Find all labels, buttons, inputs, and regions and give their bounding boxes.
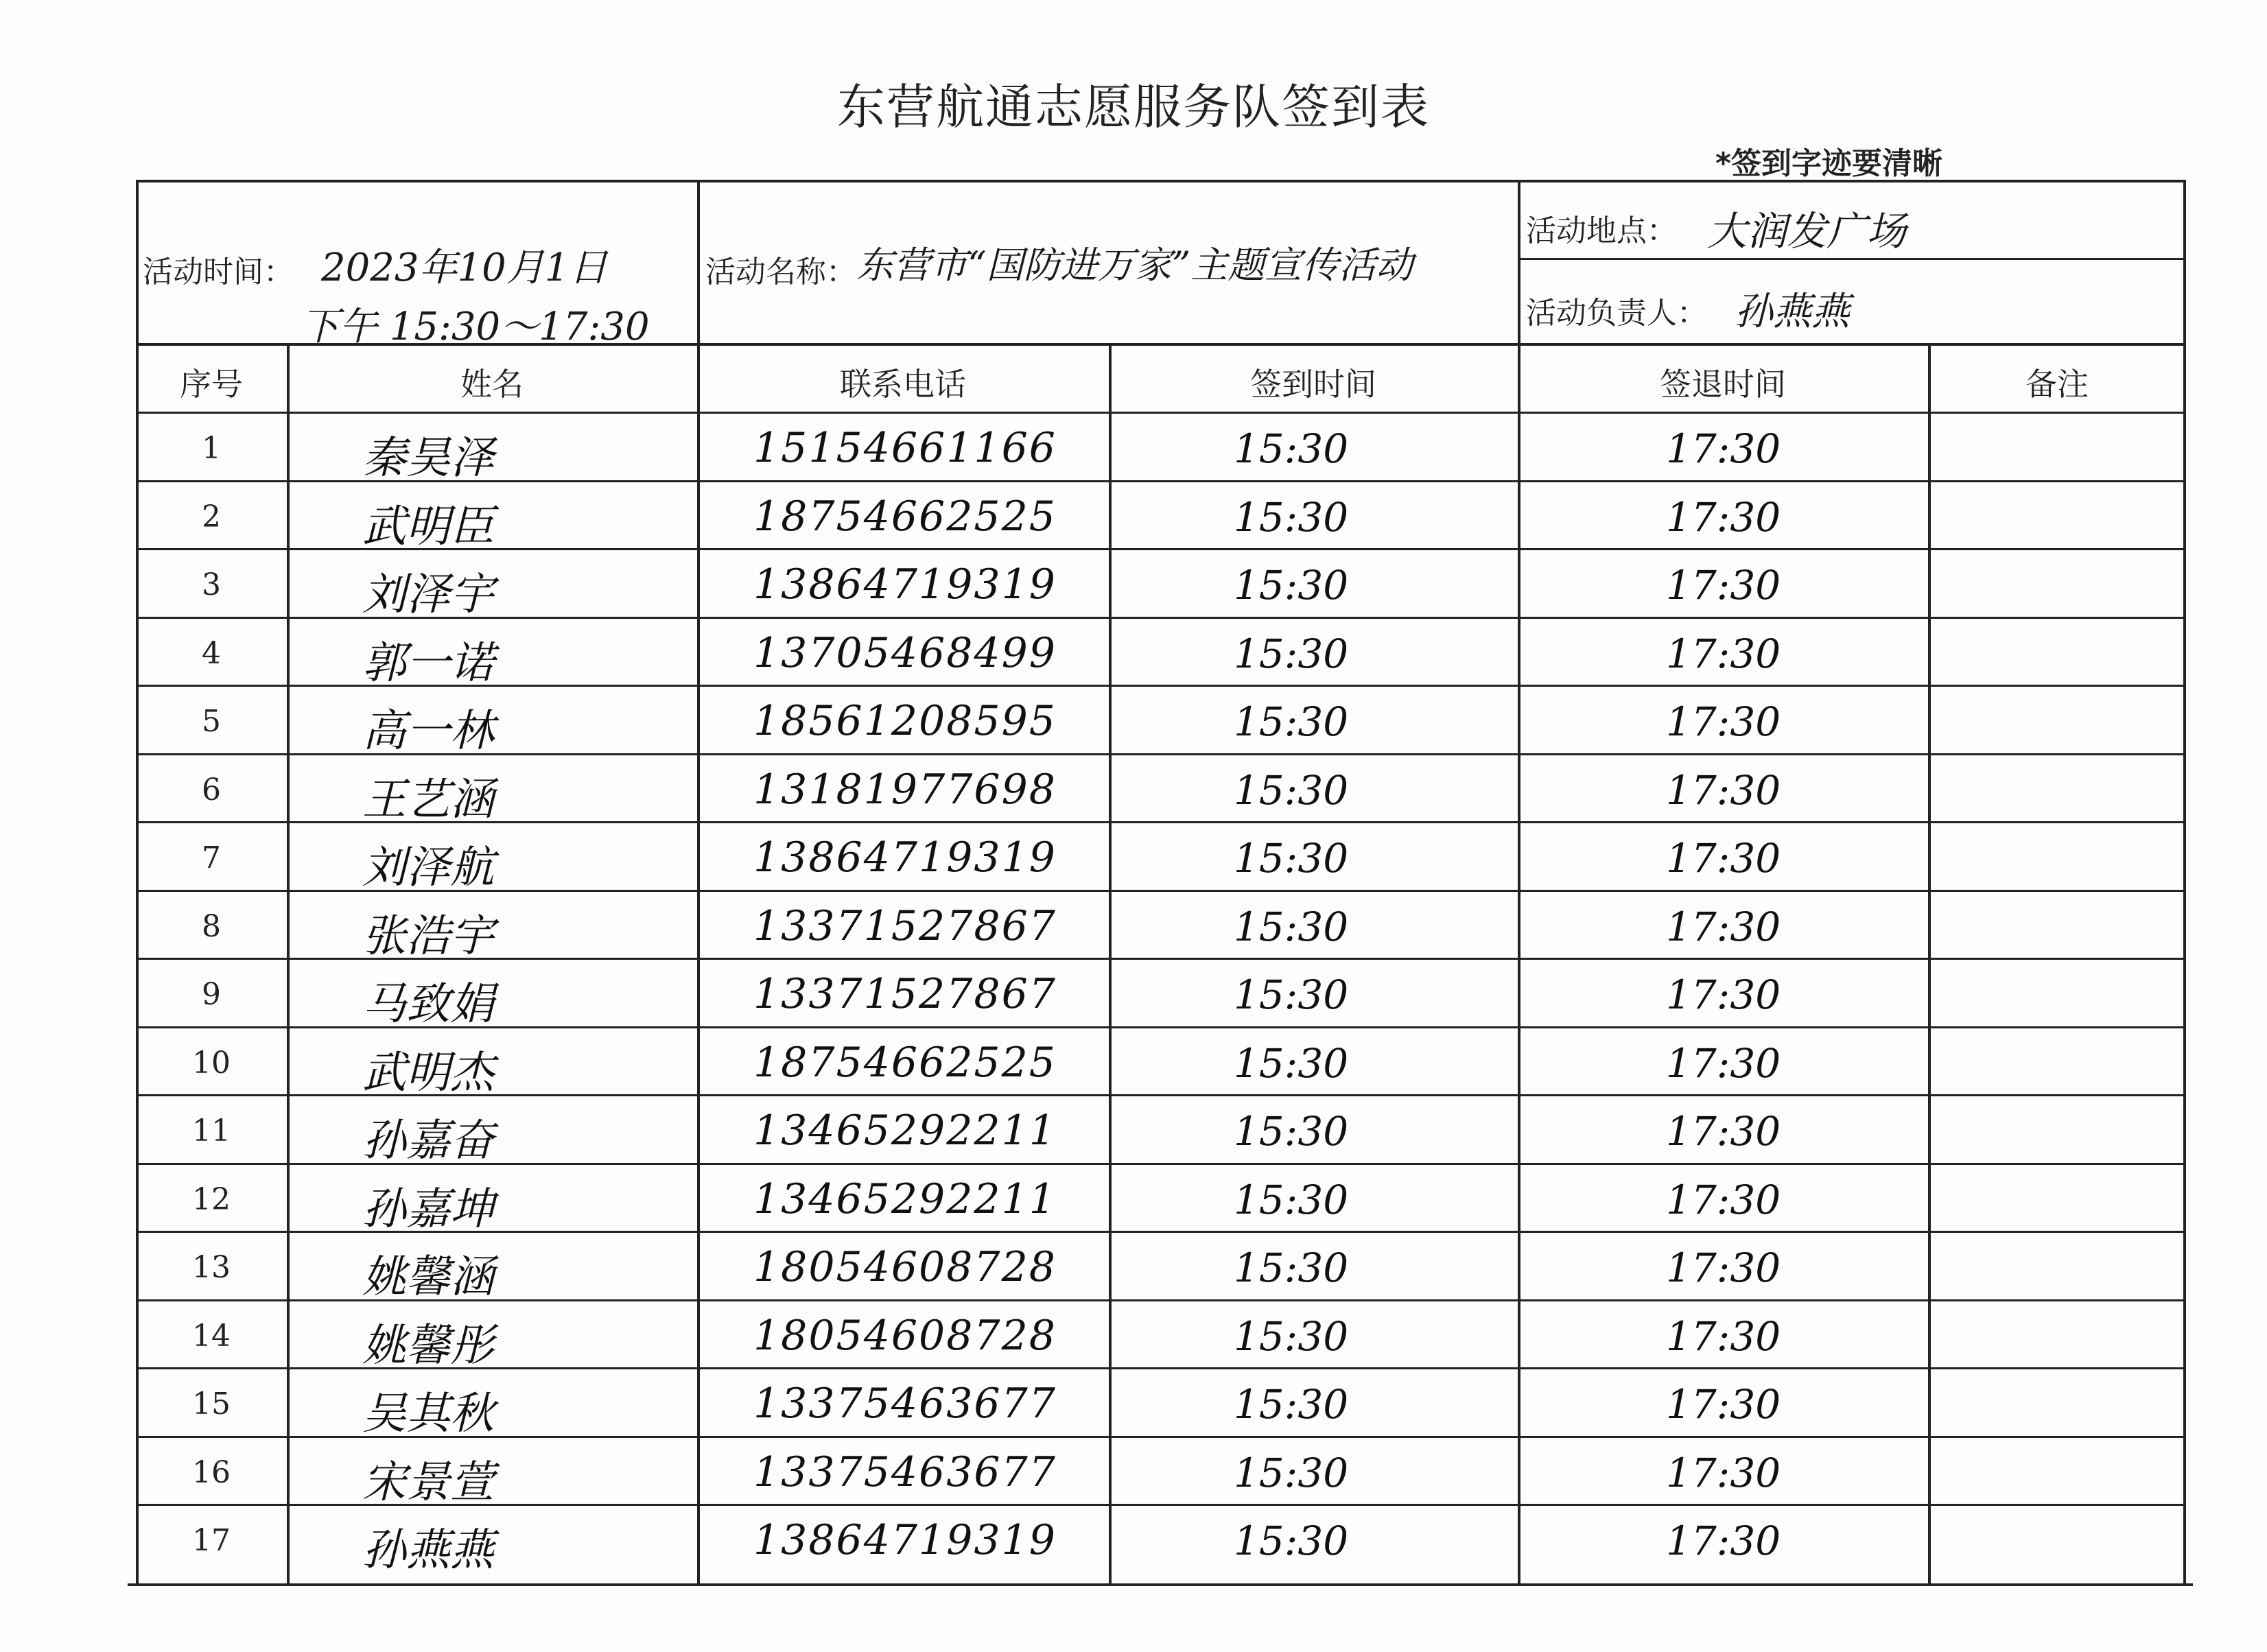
row-sign-out-time: 17:30 (1666, 562, 1781, 609)
row-divider (136, 753, 2186, 755)
row-divider (136, 548, 2186, 550)
row-seq: 12 (192, 1181, 231, 1217)
row-seq: 4 (202, 635, 221, 671)
row-name: 刘泽航 (362, 842, 494, 893)
row-name: 郭一诺 (362, 637, 494, 689)
row-sign-out-time: 17:30 (1666, 425, 1781, 472)
row-phone: 13864719319 (753, 560, 1057, 609)
row-sign-in-time: 15:30 (1234, 1449, 1349, 1496)
row-sign-out-time: 17:30 (1666, 1518, 1781, 1564)
row-name: 吴其秋 (362, 1389, 494, 1439)
row-sign-in-time: 15:30 (1234, 835, 1349, 882)
row-phone: 15154661166 (753, 424, 1057, 472)
row-name: 姚馨彤 (362, 1320, 494, 1371)
legibility-note: *签到字迹要清晰 (1715, 146, 1943, 181)
row-sign-in-time: 15:30 (1234, 1039, 1349, 1087)
row-seq: 10 (192, 1045, 231, 1081)
header-phone: 联系电话 (840, 366, 966, 403)
row-sign-out-time: 17:30 (1666, 1176, 1781, 1223)
row-seq: 9 (202, 977, 221, 1012)
table-row (136, 412, 2186, 484)
row-sign-out-time: 17:30 (1666, 698, 1781, 745)
row-seq: 2 (202, 499, 221, 534)
row-divider (136, 685, 2186, 687)
row-divider (136, 1026, 2186, 1028)
row-divider (136, 1163, 2186, 1165)
info-divider-2 (1518, 180, 1520, 344)
row-sign-out-time: 17:30 (1666, 766, 1781, 814)
header-name: 姓名 (460, 366, 524, 403)
row-divider (136, 821, 2186, 823)
sign-in-table (136, 180, 2186, 1586)
activity-leader-label: 活动负责人： (1526, 296, 1707, 331)
row-name: 宋景萱 (362, 1456, 494, 1508)
table-row (136, 958, 2186, 1030)
row-name: 武明杰 (362, 1047, 494, 1098)
row-phone: 18754662525 (753, 492, 1057, 541)
activity-place-value: 大润发广场 (1707, 208, 1907, 255)
row-phone: 18561208595 (753, 697, 1057, 745)
table-row (136, 548, 2186, 620)
row-seq: 16 (192, 1454, 231, 1490)
row-phone: 13465292211 (753, 1175, 1057, 1223)
table-row (136, 1367, 2186, 1439)
header-sign-in-time: 签到时间 (1250, 366, 1376, 403)
page-title: 东营航通志愿服务队签到表 (837, 79, 1430, 135)
row-sign-in-time: 15:30 (1234, 1381, 1349, 1428)
row-divider (136, 480, 2186, 482)
row-phone: 13371527867 (753, 901, 1057, 950)
row-seq: 8 (202, 908, 221, 944)
row-sign-out-time: 17:30 (1666, 835, 1781, 882)
header-sign-out-time: 签退时间 (1660, 366, 1786, 403)
table-row (136, 1299, 2186, 1371)
header-seq: 序号 (180, 366, 243, 403)
row-name: 秦昊泽 (362, 433, 494, 484)
table-row (136, 480, 2186, 552)
row-name: 孙嘉坤 (362, 1183, 494, 1235)
row-seq: 5 (202, 704, 221, 739)
row-sign-in-time: 15:30 (1234, 493, 1349, 541)
row-sign-in-time: 15:30 (1234, 698, 1349, 745)
table-row (136, 685, 2186, 757)
row-divider (136, 1504, 2186, 1506)
table-row (136, 1094, 2186, 1166)
row-sign-out-time: 17:30 (1666, 1244, 1781, 1291)
row-seq: 13 (192, 1250, 231, 1285)
row-divider (136, 617, 2186, 619)
row-name: 刘泽宇 (362, 569, 494, 620)
row-sign-in-time: 15:30 (1234, 1108, 1349, 1155)
header-remark: 备注 (2025, 366, 2089, 403)
row-divider (136, 1367, 2186, 1369)
row-seq: 3 (202, 567, 221, 602)
row-name: 王艺涵 (362, 774, 494, 825)
activity-name-label: 活动名称： (705, 255, 856, 290)
table-row (136, 1026, 2186, 1098)
table-row (136, 1504, 2186, 1576)
table-row (136, 753, 2186, 825)
row-sign-out-time: 17:30 (1666, 971, 1781, 1018)
row-sign-in-time: 15:30 (1234, 1244, 1349, 1291)
row-sign-out-time: 17:30 (1666, 630, 1781, 677)
row-sign-in-time: 15:30 (1234, 562, 1349, 609)
row-sign-out-time: 17:30 (1666, 1108, 1781, 1155)
table-top-border (136, 180, 2186, 182)
activity-place-label: 活动地点： (1526, 213, 1677, 248)
row-sign-in-time: 15:30 (1234, 1518, 1349, 1564)
row-sign-in-time: 15:30 (1234, 1176, 1349, 1223)
row-sign-in-time: 15:30 (1234, 903, 1349, 950)
row-divider (136, 890, 2186, 892)
row-sign-out-time: 17:30 (1666, 1039, 1781, 1087)
row-name: 孙嘉奋 (362, 1116, 494, 1166)
row-divider (136, 1094, 2186, 1096)
row-name: 张浩宇 (362, 910, 494, 962)
row-divider (136, 1231, 2186, 1233)
row-seq: 17 (192, 1523, 231, 1558)
table-row (136, 1436, 2186, 1508)
row-phone: 13864719319 (753, 1516, 1057, 1564)
row-phone: 18054608728 (753, 1311, 1057, 1360)
row-phone: 13375463677 (753, 1448, 1057, 1496)
header-bottom-line (136, 412, 2186, 414)
row-phone: 13705468499 (753, 628, 1057, 677)
row-phone: 13864719319 (753, 834, 1057, 882)
activity-time-value-2: 下午 15:30～17:30 (301, 305, 650, 349)
table-row (136, 1231, 2186, 1303)
row-phone: 18054608728 (753, 1243, 1057, 1291)
info-divider-1 (697, 180, 700, 344)
table-row (136, 1163, 2186, 1235)
row-seq: 14 (192, 1318, 231, 1354)
activity-time-value-1: 2023年10月1日 (321, 246, 608, 290)
row-seq: 7 (202, 840, 221, 875)
activity-name-value: 东营市“国防进万家”主题宣传活动 (856, 244, 1413, 287)
row-phone: 18754662525 (753, 1038, 1057, 1087)
activity-time-label: 活动时间： (143, 255, 294, 290)
info-divider-3 (1518, 258, 2186, 260)
row-divider (136, 1299, 2186, 1301)
row-name: 马致娟 (362, 979, 494, 1030)
row-divider (136, 1436, 2186, 1438)
row-sign-out-time: 17:30 (1666, 1312, 1781, 1360)
row-sign-out-time: 17:30 (1666, 1449, 1781, 1496)
row-sign-in-time: 15:30 (1234, 425, 1349, 472)
row-seq: 6 (202, 772, 221, 807)
table-row (136, 821, 2186, 893)
table-row (136, 890, 2186, 962)
row-sign-in-time: 15:30 (1234, 1312, 1349, 1360)
row-phone: 13371527867 (753, 970, 1057, 1018)
row-sign-in-time: 15:30 (1234, 630, 1349, 677)
row-seq: 1 (202, 431, 221, 466)
row-name: 高一林 (362, 706, 494, 757)
row-sign-out-time: 17:30 (1666, 493, 1781, 541)
row-sign-out-time: 17:30 (1666, 903, 1781, 950)
row-divider (136, 958, 2186, 960)
row-seq: 15 (192, 1386, 231, 1421)
row-sign-in-time: 15:30 (1234, 766, 1349, 814)
row-name: 武明臣 (362, 501, 494, 552)
table-bottom-border (128, 1583, 2193, 1586)
row-seq: 11 (192, 1113, 231, 1148)
table-row (136, 617, 2186, 689)
row-phone: 13375463677 (753, 1380, 1057, 1428)
row-phone: 13465292211 (753, 1107, 1057, 1155)
row-phone: 13181977698 (753, 765, 1057, 814)
row-name: 姚馨涵 (362, 1252, 494, 1303)
row-name: 孙燕燕 (362, 1525, 494, 1576)
activity-leader-value: 孙燕燕 (1735, 290, 1850, 334)
row-sign-out-time: 17:30 (1666, 1381, 1781, 1428)
row-sign-in-time: 15:30 (1234, 971, 1349, 1018)
